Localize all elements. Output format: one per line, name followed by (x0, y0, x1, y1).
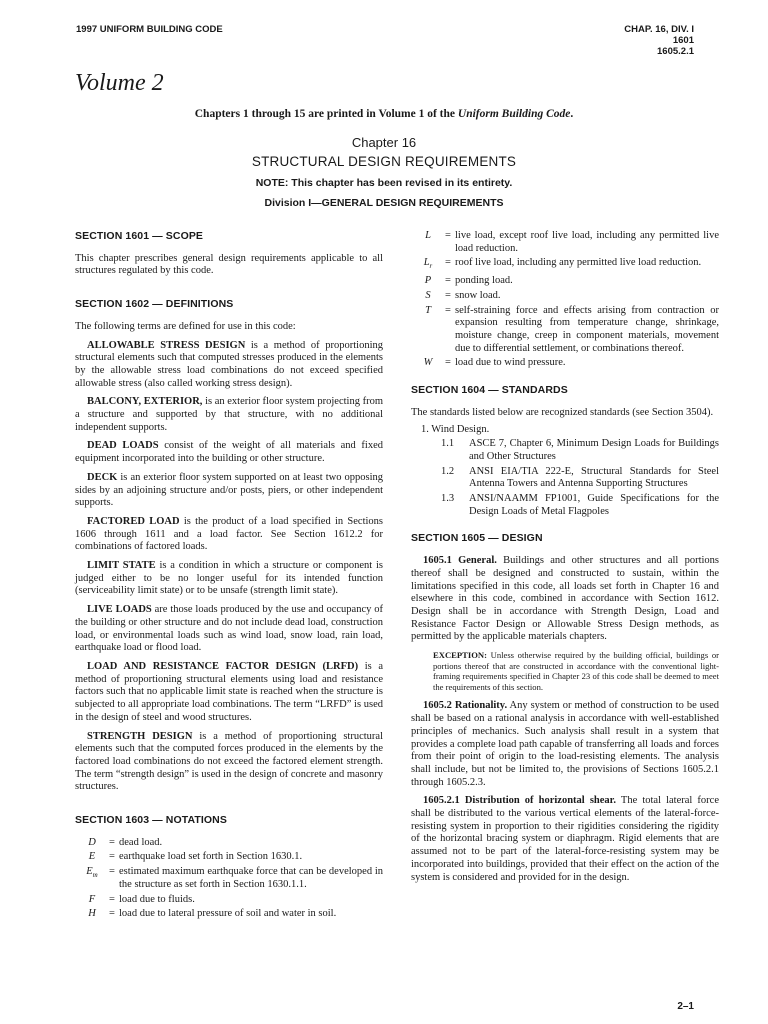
definition-text: are those loads produced by the use and occupancy of the building or other structure and do not include dead load, construction load, or environmental loads such as wind load, snow load, rain load, earthquake load or flood load. (75, 604, 383, 654)
standard-text: ASCE 7, Chapter 6, Minimum Design Loads for Buildings and Other Structures (469, 438, 719, 462)
definition-term: LIVE LOADS (87, 604, 152, 616)
notations-list-left (75, 837, 383, 921)
definition-term: DECK (87, 471, 118, 483)
section-1605-2-1-title: 1605.2.1 Distribution of horizontal shear. (423, 795, 616, 807)
exception-text: Unless otherwise required by the building official, buildings or portions thereof that are constructed in accordance with the conventional light-framing requirements specified in Chapter 23 of this code shall be deemed to meet the requirements of this section. (433, 650, 719, 692)
notation-symbol (411, 275, 445, 288)
notation-definition: earthquake load set forth in Section 1630.1. (119, 851, 303, 863)
notation-symbol (411, 305, 445, 356)
notation-row (411, 357, 719, 370)
notation-definition: load due to wind pressure. (455, 357, 566, 369)
running-header-right (624, 24, 694, 57)
notation-subscript: m (92, 871, 98, 880)
notation-definition: snow load. (455, 289, 501, 301)
notation-symbol-letter: E (86, 866, 93, 878)
notation-equals: = (445, 289, 451, 301)
notation-definition: load due to lateral pressure of soil and water in soil. (119, 908, 337, 920)
definitions-list (75, 340, 383, 795)
notation-equals: = (109, 893, 115, 905)
notation-symbol (75, 851, 109, 864)
notation-equals: = (109, 836, 115, 848)
notation-row (411, 257, 719, 273)
notation-symbol-letter: E (88, 851, 96, 863)
standard-number: 1.2 (441, 465, 455, 477)
definition-item (75, 560, 383, 598)
chapter-title: STRUCTURAL DESIGN REQUIREMENTS (251, 154, 517, 169)
definition-term: LOAD AND RESISTANCE FACTOR DESIGN (LRFD) (87, 660, 359, 672)
notation-symbol-letter: T (425, 304, 431, 316)
exception-note (411, 650, 719, 692)
volume-note-end: . (570, 108, 574, 120)
notation-symbol-letter: L (423, 257, 430, 269)
definition-term: STRENGTH DESIGN (87, 730, 193, 742)
notation-symbol (411, 357, 445, 370)
notation-subscript: r (429, 262, 433, 271)
definition-term: LIMIT STATE (87, 560, 156, 572)
notation-definition: estimated maximum earthquake force that can be developed in the structure as set forth in Section 1630.1.1. (119, 866, 383, 890)
notation-definition: roof live load, including any permitted live load reduction. (455, 257, 702, 269)
standards-item-wind: 1. Wind Design. (421, 423, 490, 435)
standards-sublist (411, 438, 719, 518)
definition-item (75, 340, 383, 391)
definition-item (75, 516, 383, 554)
notation-symbol-letter: F (88, 893, 96, 905)
notation-equals: = (445, 304, 451, 316)
standard-text: ANSI EIA/TIA 222-E, Structural Standards for Steel Antenna Towers and Antenna Supporting Structures (469, 465, 719, 490)
definition-text: is an exterior floor system projecting from a structure and supported by that structure, with no additional independent supports. (75, 396, 383, 433)
definition-term: ALLOWABLE STRESS DESIGN (87, 339, 246, 351)
section-1602-heading: SECTION 1602 — DEFINITIONS (75, 298, 234, 311)
notation-row (75, 866, 383, 891)
volume-note (0, 108, 768, 120)
notation-symbol (75, 866, 109, 891)
notation-equals: = (109, 908, 115, 920)
notation-row (411, 305, 719, 356)
notation-symbol (411, 230, 445, 255)
notation-definition: live load, except roof live load, including any permitted live load reduction. (455, 230, 719, 254)
definition-item (75, 604, 383, 655)
notation-equals: = (445, 257, 451, 269)
section-1605-1-title: 1605.1 General. (423, 555, 497, 567)
notation-row (411, 290, 719, 303)
notation-equals: = (109, 851, 115, 863)
volume-note-text: Chapters 1 through 15 are printed in Volume 1 of the (194, 108, 458, 120)
notation-row (411, 230, 719, 255)
section-1605-2-1 (411, 795, 719, 884)
standards-intro: The standards listed below are recognized standards (see Section 3504). (411, 406, 714, 418)
definition-item (75, 472, 383, 510)
notation-symbol (75, 908, 109, 921)
definition-text: is a method of proportioning structural elements such that the computed forces produced in the elements by the factored load combinations do not exceed the factored element strength. The term “strength design” is used in the design of concrete and masonry structures. (75, 730, 383, 793)
notation-definition: dead load. (119, 836, 163, 848)
section-1605-2-1-text: The total lateral force shall be distributed to the various vertical elements of the lateral-force-resisting system in proportion to their rigidities considering the rigidity of the horizontal bracing system or diaphragm. Rigid elements that are assumed not to be part of the lateral-force-resisting system may be incorporated into buildings, provided that their effect on the action of the system is considered and provided for in the design. (411, 795, 719, 883)
section-1605-2-text: Any system or method of construction to be used shall be based on a rational analysis in accordance with well-established principles of mechanics. Such analysis shall result in a system that provides a complete load path capable of transferring all loads and forces from their point of origin to the load-resisting elements. The analysis shall include, but not be limited to, the provisions of Sections 1605.2.1 through 1605.2.3. (411, 700, 719, 788)
standard-number: 1.3 (441, 493, 455, 505)
header-section-end: 1605.2.1 (657, 46, 694, 57)
definition-term: BALCONY, EXTERIOR, (87, 396, 203, 408)
definition-text: consist of the weight of all materials and fixed equipment incorporated into the building or other structure. (75, 440, 383, 465)
section-1603-heading: SECTION 1603 — NOTATIONS (75, 814, 227, 827)
running-header-left: 1997 UNIFORM BUILDING CODE (76, 24, 223, 35)
notation-equals: = (445, 230, 451, 241)
notation-row (75, 894, 383, 907)
definition-text: is an exterior floor system supported on at least two opposing sides by an adjoining structure and/or posts, piers, or other independent supports. (75, 471, 383, 509)
left-column (75, 230, 383, 923)
notation-definition: self-straining force and effects arising from contraction or expansion resulting from temperature change, shrinkage, moisture change, creep in component materials, movement due to differential settlement, or combinations thereof. (455, 304, 719, 354)
section-1601-text: This chapter prescribes general design requirements applicable to all structures regulated by this code. (75, 252, 383, 277)
standard-subitem (411, 466, 719, 491)
page-number: 2–1 (677, 1001, 694, 1012)
notation-definition: load due to fluids. (119, 893, 195, 905)
notations-list-right (411, 230, 719, 370)
notation-symbol (411, 257, 445, 273)
definition-item (75, 440, 383, 465)
section-1605-1-text: Buildings and other structures and all portions thereof shall be designed and constructed to sustain, within the limitations specified in this code, all loads set forth in Chapter 16 and elsewhere in this code, combined in accordance with Section 1612. Design shall be in accordance with Strength Design, Load and Resistance Factor Design or Allowable Stress Design methods, as permitted by the applicable materials chapters. (411, 555, 719, 643)
notation-row (411, 275, 719, 288)
standard-subitem (411, 438, 719, 463)
standard-number: 1.1 (441, 438, 455, 450)
notation-equals: = (445, 357, 451, 369)
section-1605-1 (411, 555, 719, 644)
definition-item (75, 661, 383, 725)
notation-row (75, 908, 383, 921)
definition-item (75, 396, 383, 434)
definition-text: is a method of proportioning structural elements such that computed stresses produced in the elements by the allowable stress load combinations do not exceed specified allowable stress (also called working stress design). (75, 339, 383, 389)
chapter-division: Division I—GENERAL DESIGN REQUIREMENTS (264, 197, 504, 209)
section-1605-2 (411, 700, 719, 789)
notation-equals: = (445, 275, 451, 287)
notation-symbol-letter: D (88, 836, 96, 848)
section-1601-heading: SECTION 1601 — SCOPE (75, 230, 204, 242)
header-section-start: 1601 (672, 35, 694, 46)
definition-term: FACTORED LOAD (87, 515, 180, 527)
definition-text: is a condition in which a structure or component is judged either to be no longer useful for its intended function (serviceability limit state) or to be unsafe (strength limit state). (75, 560, 383, 597)
notation-symbol (75, 894, 109, 907)
chapter-note: NOTE: This chapter has been revised in its entirety. (255, 177, 513, 189)
definitions-intro: The following terms are defined for use in this code: (75, 320, 296, 332)
definition-term: DEAD LOADS (87, 440, 159, 452)
section-1604-heading: SECTION 1604 — STANDARDS (411, 384, 568, 397)
notation-symbol-letter: H (88, 908, 96, 920)
chapter-number: Chapter 16 (351, 135, 417, 150)
definition-text: is a method of proportioning structural elements using load and resistance factors such that no applicable limit state is reached when the structure is subjected to all appropriate load combinations. The term “LRFD” is used in the design of steel and wood structures. (75, 660, 383, 723)
section-1605-heading: SECTION 1605 — DESIGN (411, 532, 543, 545)
notation-equals: = (109, 866, 115, 878)
volume-note-book: Uniform Building Code (457, 108, 571, 120)
exception-label: EXCEPTION: (433, 650, 487, 661)
definition-item (75, 731, 383, 795)
section-1605-2-title: 1605.2 Rationality. (423, 700, 508, 712)
notation-symbol-letter: P (424, 275, 432, 287)
notation-symbol-letter: S (425, 289, 431, 301)
volume-title: Volume 2 (75, 70, 164, 96)
definition-text: is the product of a load specified in Sections 1606 through 1611 and a load factor. See Section 1612.2 for combinations of factored loads. (75, 515, 383, 553)
notation-symbol (411, 290, 445, 303)
right-column (411, 230, 719, 890)
notation-symbol (75, 837, 109, 850)
notation-symbol-letter: L (425, 230, 431, 241)
standard-text: ANSI/NAAMM FP1001, Guide Specifications for the Design Loads of Metal Flagpoles (469, 493, 719, 517)
header-chapter: CHAP. 16, DIV. I (624, 24, 694, 35)
notation-row (75, 837, 383, 850)
notation-definition: ponding load. (455, 275, 513, 287)
notation-row (75, 851, 383, 864)
standard-subitem (411, 493, 719, 518)
notation-symbol-letter: W (423, 357, 433, 369)
